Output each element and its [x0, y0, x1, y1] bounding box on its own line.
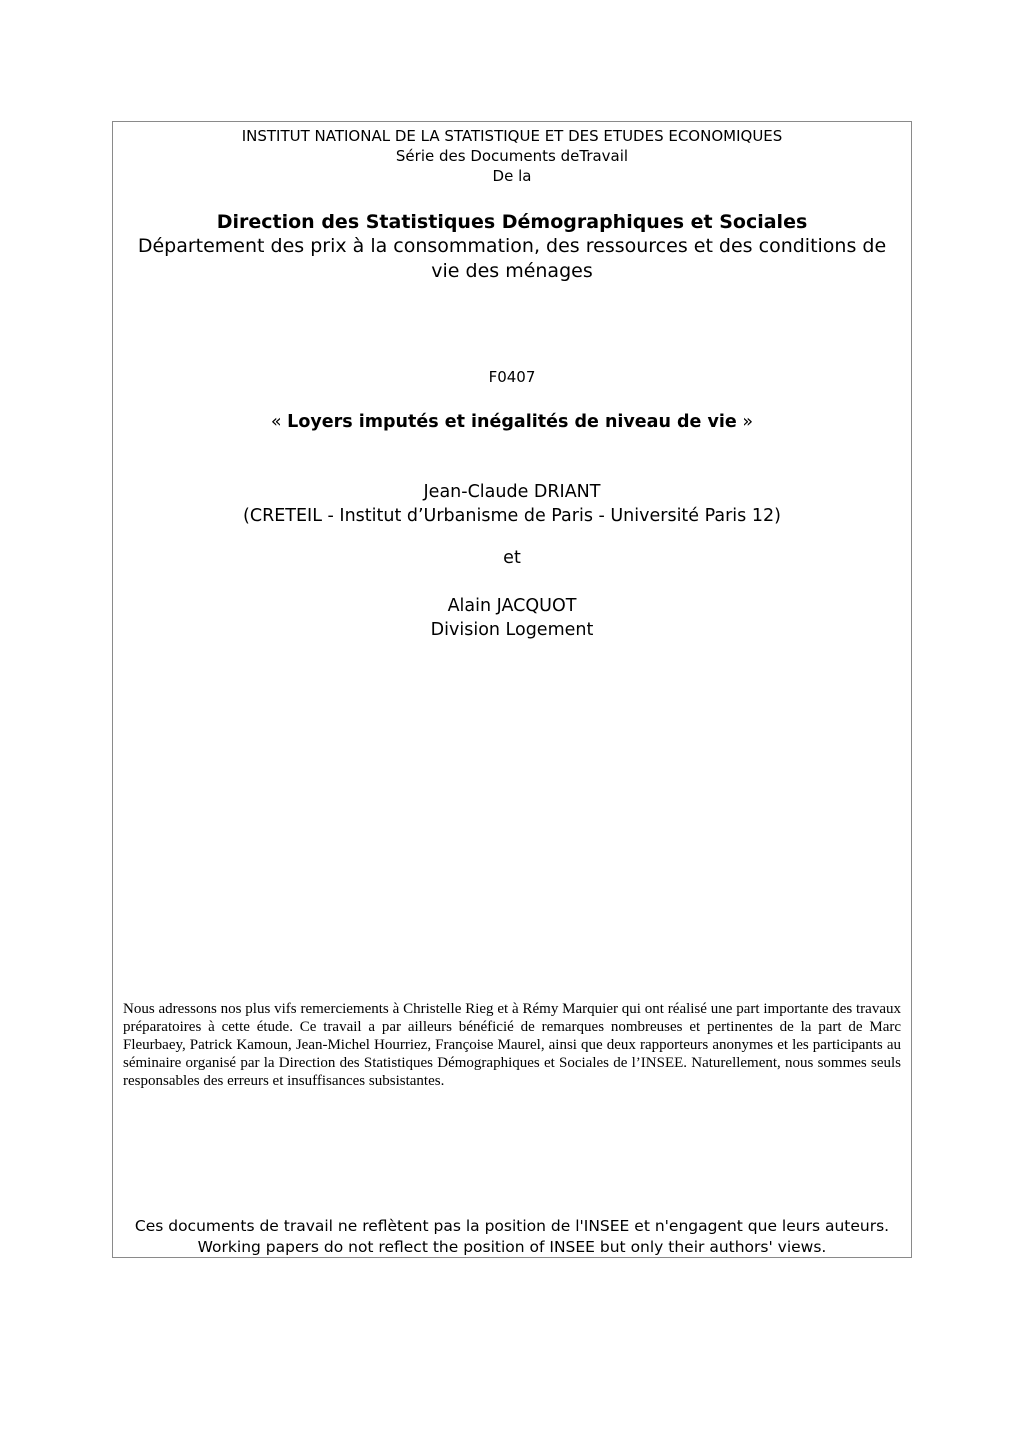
institution-header: [113, 126, 911, 186]
acknowledgements-paragraph: Nous adressons nos plus vifs remerciements à Christelle Rieg et à Rémy Marquier qui ont réalisé une part importante des travaux préparatoires à cette étude. Ce travail a par ailleurs bénéficié de remarques nombreuses et pertinentes de la part de Marc Fleurbaey, Patrick Kamoun, Jean-Michel Hourriez, Françoise Maurel, ainsi que deux rapporteurs anonymes et les participants au séminaire organisé par la Direction des Statistiques Démographiques et Sociales de l’INSEE. Naturellement, nous sommes seuls responsables des erreurs et insuffisances subsistantes.: [123, 1001, 901, 1089]
institute-name: INSTITUT NATIONAL DE LA STATISTIQUE ET DES ETUDES ECONOMIQUES: [241, 127, 783, 145]
second-author-block: [113, 594, 911, 642]
direction-title: Direction des Statistiques Démographiques et Sociales: [216, 211, 808, 233]
disclaimer: [113, 1216, 911, 1258]
title-text: Loyers imputés et inégalités de niveau de vie: [287, 412, 737, 432]
first-author-name: Jean-Claude DRIANT: [423, 482, 601, 502]
cover-page-frame: [112, 121, 912, 1258]
second-author-affiliation: Division Logement: [430, 620, 594, 640]
title-close-quote: »: [736, 412, 754, 432]
title-open-quote: «: [270, 412, 288, 432]
paper-title: [113, 410, 911, 434]
document-code: F0407: [488, 368, 536, 386]
de-la-text: De la: [492, 167, 532, 185]
disclaimer-english: Working papers do not reflect the position of INSEE but only their authors' views.: [197, 1238, 827, 1256]
first-author-block: [113, 480, 911, 528]
author-conjunction: et: [503, 548, 521, 568]
department-name: Département des prix à la consommation, des ressources et des conditions de vie des ménages: [137, 235, 887, 282]
series-name: Série des Documents deTravail: [395, 147, 629, 165]
disclaimer-french: Ces documents de travail ne reflètent pas la position de l'INSEE et n'engagent que leurs auteurs.: [134, 1217, 890, 1235]
second-author-name: Alain JACQUOT: [447, 596, 577, 616]
first-author-affiliation: (CRETEIL - Institut d’Urbanisme de Paris - Université Paris 12): [243, 506, 781, 526]
